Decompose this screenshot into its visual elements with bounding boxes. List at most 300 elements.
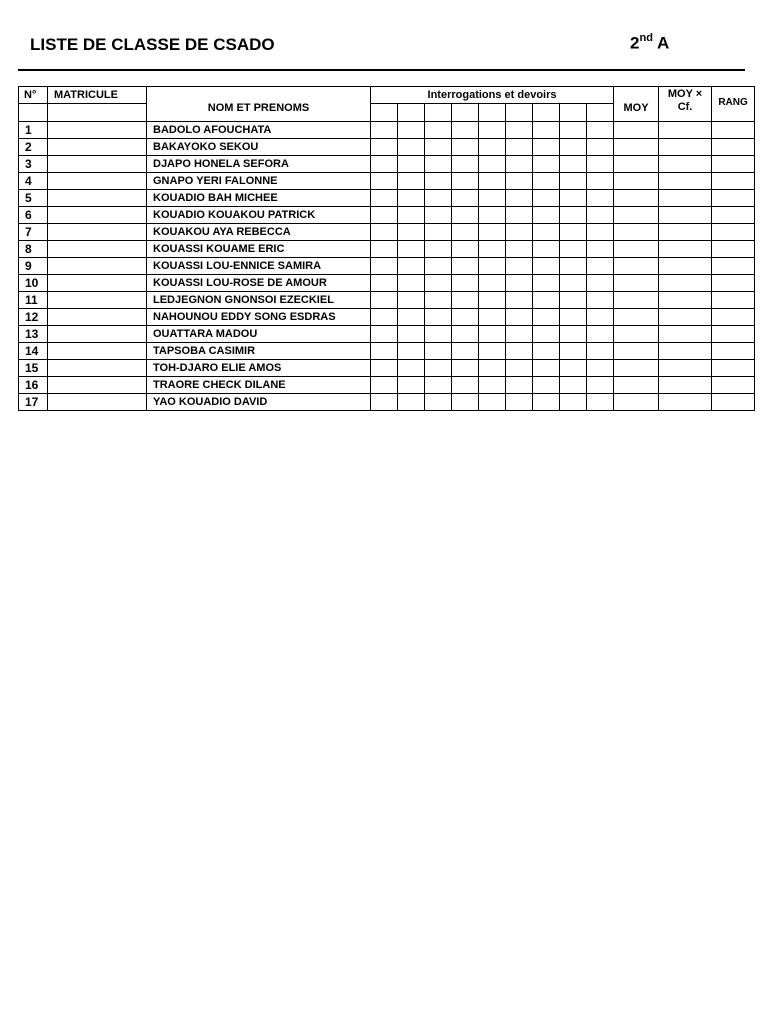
header-number-blank xyxy=(19,104,48,122)
student-name: YAO KOUADIO DAVID xyxy=(147,394,371,411)
grade-cell xyxy=(587,275,614,292)
grade-cell xyxy=(560,207,587,224)
student-moy xyxy=(614,394,659,411)
student-moy xyxy=(614,139,659,156)
student-name: KOUADIO BAH MICHEE xyxy=(147,190,371,207)
table-row xyxy=(19,292,755,309)
grade-cell xyxy=(479,122,506,139)
grade-cell xyxy=(371,326,398,343)
grade-cell xyxy=(398,394,425,411)
grade-cell xyxy=(479,275,506,292)
grade-cell xyxy=(371,122,398,139)
student-name: KOUASSI LOU-ENNICE SAMIRA xyxy=(147,258,371,275)
grade-cell xyxy=(398,309,425,326)
grade-cell xyxy=(398,292,425,309)
grade-cell xyxy=(533,326,560,343)
grade-cell xyxy=(587,394,614,411)
grade-header-cell xyxy=(560,104,587,122)
grade-cell xyxy=(560,360,587,377)
grade-cell xyxy=(506,343,533,360)
student-name: KOUASSI KOUAME ERIC xyxy=(147,241,371,258)
grade-cell xyxy=(452,173,479,190)
student-name: NAHOUNOU EDDY SONG ESDRAS xyxy=(147,309,371,326)
student-moy-coef xyxy=(659,122,712,139)
grade-cell xyxy=(371,309,398,326)
grade-cell xyxy=(425,190,452,207)
grade-cell xyxy=(533,258,560,275)
header-moy-coef xyxy=(659,87,712,122)
student-rang xyxy=(712,343,755,360)
grade-cell xyxy=(425,292,452,309)
student-number: 10 xyxy=(19,275,48,292)
grade-header-cell xyxy=(587,104,614,122)
student-moy xyxy=(614,190,659,207)
grade-cell xyxy=(560,241,587,258)
grade-cell xyxy=(560,377,587,394)
grade-header-cell xyxy=(479,104,506,122)
student-matricule xyxy=(48,139,147,156)
student-name: KOUAKOU AYA REBECCA xyxy=(147,224,371,241)
grade-cell xyxy=(452,394,479,411)
grade-cell xyxy=(479,224,506,241)
student-moy xyxy=(614,275,659,292)
grade-cell xyxy=(560,258,587,275)
table-row xyxy=(19,190,755,207)
grade-cell xyxy=(398,207,425,224)
grade-cell xyxy=(587,326,614,343)
header-matricule-blank xyxy=(48,104,147,122)
grade-cell xyxy=(452,241,479,258)
grade-cell xyxy=(398,377,425,394)
table-row xyxy=(19,173,755,190)
grade-cell xyxy=(560,122,587,139)
grade-cell xyxy=(587,309,614,326)
student-number: 9 xyxy=(19,258,48,275)
student-moy-coef xyxy=(659,173,712,190)
table-row xyxy=(19,139,755,156)
grade-cell xyxy=(398,360,425,377)
student-moy-coef xyxy=(659,292,712,309)
student-moy xyxy=(614,292,659,309)
grade-cell xyxy=(479,190,506,207)
student-matricule xyxy=(48,224,147,241)
grade-cell xyxy=(452,326,479,343)
grade-cell xyxy=(398,275,425,292)
grade-header-cell xyxy=(425,104,452,122)
student-rang xyxy=(712,326,755,343)
grade-cell xyxy=(587,343,614,360)
grade-cell xyxy=(533,156,560,173)
student-matricule xyxy=(48,343,147,360)
grade-cell xyxy=(398,139,425,156)
grade-header-cell xyxy=(506,104,533,122)
grade-cell xyxy=(560,292,587,309)
grade-cell xyxy=(506,360,533,377)
grade-cell xyxy=(452,207,479,224)
table-row xyxy=(19,156,755,173)
student-moy xyxy=(614,360,659,377)
student-moy-coef xyxy=(659,156,712,173)
student-rang xyxy=(712,173,755,190)
student-moy xyxy=(614,377,659,394)
student-rang xyxy=(712,377,755,394)
grade-cell xyxy=(506,139,533,156)
grade-cell xyxy=(398,173,425,190)
student-matricule xyxy=(48,207,147,224)
grade-cell xyxy=(506,156,533,173)
grade-cell xyxy=(506,292,533,309)
grade-cell xyxy=(398,122,425,139)
grade-cell xyxy=(398,343,425,360)
grade-cell xyxy=(587,207,614,224)
student-number: 12 xyxy=(19,309,48,326)
student-name: KOUASSI LOU-ROSE DE AMOUR xyxy=(147,275,371,292)
grade-header-cell xyxy=(452,104,479,122)
grade-cell xyxy=(560,343,587,360)
student-matricule xyxy=(48,377,147,394)
grade-cell xyxy=(479,139,506,156)
student-number: 1 xyxy=(19,122,48,139)
grade-cell xyxy=(371,343,398,360)
grade-cell xyxy=(587,360,614,377)
student-moy-coef xyxy=(659,258,712,275)
student-name: LEDJEGNON GNONSOI EZECKIEL xyxy=(147,292,371,309)
grade-cell xyxy=(371,258,398,275)
grade-cell xyxy=(425,275,452,292)
grade-cell xyxy=(560,156,587,173)
grade-cell xyxy=(425,343,452,360)
student-matricule xyxy=(48,394,147,411)
grade-cell xyxy=(371,224,398,241)
grade-cell xyxy=(533,275,560,292)
student-number: 3 xyxy=(19,156,48,173)
grade-cell xyxy=(398,190,425,207)
student-rang xyxy=(712,139,755,156)
grade-cell xyxy=(479,360,506,377)
table-row xyxy=(19,360,755,377)
grade-cell xyxy=(506,122,533,139)
student-moy-coef xyxy=(659,309,712,326)
student-moy xyxy=(614,224,659,241)
grade-cell xyxy=(425,139,452,156)
student-moy-coef xyxy=(659,190,712,207)
student-name: OUATTARA MADOU xyxy=(147,326,371,343)
grade-cell xyxy=(398,156,425,173)
grade-cell xyxy=(560,224,587,241)
grade-cell xyxy=(479,258,506,275)
student-number: 6 xyxy=(19,207,48,224)
grade-cell xyxy=(479,394,506,411)
student-rang xyxy=(712,156,755,173)
grade-header-cell xyxy=(371,104,398,122)
grade-cell xyxy=(425,394,452,411)
grade-cell xyxy=(425,224,452,241)
student-matricule xyxy=(48,173,147,190)
student-number: 4 xyxy=(19,173,48,190)
student-name: BAKAYOKO SEKOU xyxy=(147,139,371,156)
student-moy xyxy=(614,156,659,173)
grade-header-cell xyxy=(398,104,425,122)
student-number: 8 xyxy=(19,241,48,258)
grade-cell xyxy=(398,326,425,343)
grade-cell xyxy=(371,156,398,173)
grade-cell xyxy=(479,173,506,190)
class-suffix: nd xyxy=(639,32,653,44)
class-letter: A xyxy=(657,33,670,53)
student-moy xyxy=(614,326,659,343)
table-row xyxy=(19,122,755,139)
student-name: GNAPO YERI FALONNE xyxy=(147,173,371,190)
student-rang xyxy=(712,360,755,377)
grade-cell xyxy=(560,275,587,292)
table-row xyxy=(19,258,755,275)
grade-cell xyxy=(452,224,479,241)
grade-cell xyxy=(425,326,452,343)
student-moy xyxy=(614,173,659,190)
grade-cell xyxy=(452,156,479,173)
header-moy-coef-line2: Cf. xyxy=(677,101,693,113)
table-row xyxy=(19,224,755,241)
grade-cell xyxy=(371,360,398,377)
grade-cell xyxy=(371,292,398,309)
grade-cell xyxy=(398,241,425,258)
grade-cell xyxy=(560,173,587,190)
student-rang xyxy=(712,241,755,258)
grade-cell xyxy=(425,122,452,139)
document-title: LISTE DE CLASSE DE CSADO xyxy=(30,35,275,54)
grade-cell xyxy=(533,309,560,326)
grade-cell xyxy=(506,207,533,224)
student-rang xyxy=(712,122,755,139)
header-moy-coef-line1: MOY × xyxy=(667,88,703,100)
table-row xyxy=(19,275,755,292)
grade-cell xyxy=(560,309,587,326)
student-moy-coef xyxy=(659,394,712,411)
student-name: BADOLO AFOUCHATA xyxy=(147,122,371,139)
student-name: TAPSOBA CASIMIR xyxy=(147,343,371,360)
grade-cell xyxy=(479,156,506,173)
table-row xyxy=(19,394,755,411)
grade-cell xyxy=(506,326,533,343)
student-matricule xyxy=(48,190,147,207)
student-name: DJAPO HONELA SEFORA xyxy=(147,156,371,173)
grade-cell xyxy=(425,156,452,173)
student-moy xyxy=(614,207,659,224)
student-rang xyxy=(712,309,755,326)
student-rang xyxy=(712,190,755,207)
class-label xyxy=(630,33,669,54)
class-number: 2 xyxy=(630,33,640,53)
grade-cell xyxy=(452,377,479,394)
table-row xyxy=(19,309,755,326)
grade-cell xyxy=(506,241,533,258)
student-rang xyxy=(712,207,755,224)
student-name: TRAORE CHECK DILANE xyxy=(147,377,371,394)
student-matricule xyxy=(48,292,147,309)
grade-cell xyxy=(371,241,398,258)
student-moy-coef xyxy=(659,343,712,360)
table-row xyxy=(19,377,755,394)
student-number: 14 xyxy=(19,343,48,360)
student-moy xyxy=(614,241,659,258)
student-matricule xyxy=(48,156,147,173)
grade-cell xyxy=(479,292,506,309)
grade-cell xyxy=(533,139,560,156)
student-number: 11 xyxy=(19,292,48,309)
grade-cell xyxy=(425,309,452,326)
grade-cell xyxy=(533,360,560,377)
student-rang xyxy=(712,258,755,275)
student-moy-coef xyxy=(659,377,712,394)
grade-cell xyxy=(533,241,560,258)
grade-cell xyxy=(587,292,614,309)
grade-cell xyxy=(587,173,614,190)
student-moy xyxy=(614,309,659,326)
grade-cell xyxy=(479,343,506,360)
table-row xyxy=(19,326,755,343)
student-number: 16 xyxy=(19,377,48,394)
header-moy: MOY xyxy=(614,87,659,122)
header-matricule: MATRICULE xyxy=(48,87,147,104)
student-moy-coef xyxy=(659,207,712,224)
grade-cell xyxy=(452,275,479,292)
grade-cell xyxy=(371,394,398,411)
grade-cell xyxy=(560,190,587,207)
grade-cell xyxy=(425,360,452,377)
class-roster-table xyxy=(18,86,755,411)
student-number: 13 xyxy=(19,326,48,343)
grade-cell xyxy=(452,360,479,377)
student-moy xyxy=(614,122,659,139)
header-name: NOM ET PRENOMS xyxy=(147,87,371,122)
student-name: KOUADIO KOUAKOU PATRICK xyxy=(147,207,371,224)
student-moy-coef xyxy=(659,360,712,377)
roster-body xyxy=(19,87,755,411)
grade-cell xyxy=(371,275,398,292)
grade-cell xyxy=(587,258,614,275)
grade-cell xyxy=(533,343,560,360)
student-number: 17 xyxy=(19,394,48,411)
grade-cell xyxy=(425,207,452,224)
grade-cell xyxy=(587,377,614,394)
grade-cell xyxy=(587,139,614,156)
grade-cell xyxy=(560,326,587,343)
grade-cell xyxy=(425,258,452,275)
student-moy-coef xyxy=(659,275,712,292)
student-matricule xyxy=(48,275,147,292)
student-moy xyxy=(614,343,659,360)
grade-cell xyxy=(425,377,452,394)
grade-cell xyxy=(452,190,479,207)
grade-cell xyxy=(587,241,614,258)
table-row xyxy=(19,241,755,258)
grade-cell xyxy=(371,173,398,190)
grade-cell xyxy=(452,292,479,309)
table-row xyxy=(19,207,755,224)
student-matricule xyxy=(48,258,147,275)
grade-cell xyxy=(452,122,479,139)
grade-cell xyxy=(560,139,587,156)
grade-cell xyxy=(425,173,452,190)
header-interrogations: Interrogations et devoirs xyxy=(371,87,614,104)
grade-cell xyxy=(479,207,506,224)
grade-cell xyxy=(533,224,560,241)
student-number: 7 xyxy=(19,224,48,241)
grade-cell xyxy=(506,309,533,326)
grade-cell xyxy=(452,139,479,156)
grade-cell xyxy=(371,377,398,394)
grade-cell xyxy=(506,258,533,275)
student-number: 5 xyxy=(19,190,48,207)
student-moy-coef xyxy=(659,224,712,241)
grade-cell xyxy=(479,326,506,343)
student-rang xyxy=(712,275,755,292)
grade-cell xyxy=(533,207,560,224)
grade-cell xyxy=(560,394,587,411)
grade-cell xyxy=(506,377,533,394)
grade-cell xyxy=(506,173,533,190)
student-matricule xyxy=(48,326,147,343)
grade-cell xyxy=(452,258,479,275)
grade-cell xyxy=(587,224,614,241)
grade-cell xyxy=(533,394,560,411)
grade-cell xyxy=(371,190,398,207)
grade-cell xyxy=(398,224,425,241)
table-row xyxy=(19,343,755,360)
grade-cell xyxy=(533,292,560,309)
student-name: TOH-DJARO ELIE AMOS xyxy=(147,360,371,377)
student-rang xyxy=(712,224,755,241)
student-rang xyxy=(712,292,755,309)
grade-cell xyxy=(506,275,533,292)
grade-header-cell xyxy=(533,104,560,122)
grade-cell xyxy=(452,343,479,360)
student-moy-coef xyxy=(659,326,712,343)
grade-cell xyxy=(452,309,479,326)
grade-cell xyxy=(533,377,560,394)
title-underline xyxy=(18,69,745,71)
grade-cell xyxy=(371,139,398,156)
student-matricule xyxy=(48,309,147,326)
student-number: 15 xyxy=(19,360,48,377)
header-rang: RANG xyxy=(712,87,755,122)
grade-cell xyxy=(533,122,560,139)
grade-cell xyxy=(506,190,533,207)
grade-cell xyxy=(425,241,452,258)
student-number: 2 xyxy=(19,139,48,156)
grade-cell xyxy=(506,224,533,241)
header-number: N° xyxy=(19,87,48,104)
grade-cell xyxy=(533,190,560,207)
grade-cell xyxy=(479,377,506,394)
grade-cell xyxy=(479,309,506,326)
student-matricule xyxy=(48,122,147,139)
grade-cell xyxy=(506,394,533,411)
student-matricule xyxy=(48,360,147,377)
grade-cell xyxy=(587,190,614,207)
student-moy-coef xyxy=(659,139,712,156)
grade-cell xyxy=(587,122,614,139)
grade-cell xyxy=(587,156,614,173)
student-rang xyxy=(712,394,755,411)
grade-cell xyxy=(398,258,425,275)
grade-cell xyxy=(371,207,398,224)
student-moy xyxy=(614,258,659,275)
student-matricule xyxy=(48,241,147,258)
grade-cell xyxy=(479,241,506,258)
header-row-1 xyxy=(19,87,755,104)
student-moy-coef xyxy=(659,241,712,258)
